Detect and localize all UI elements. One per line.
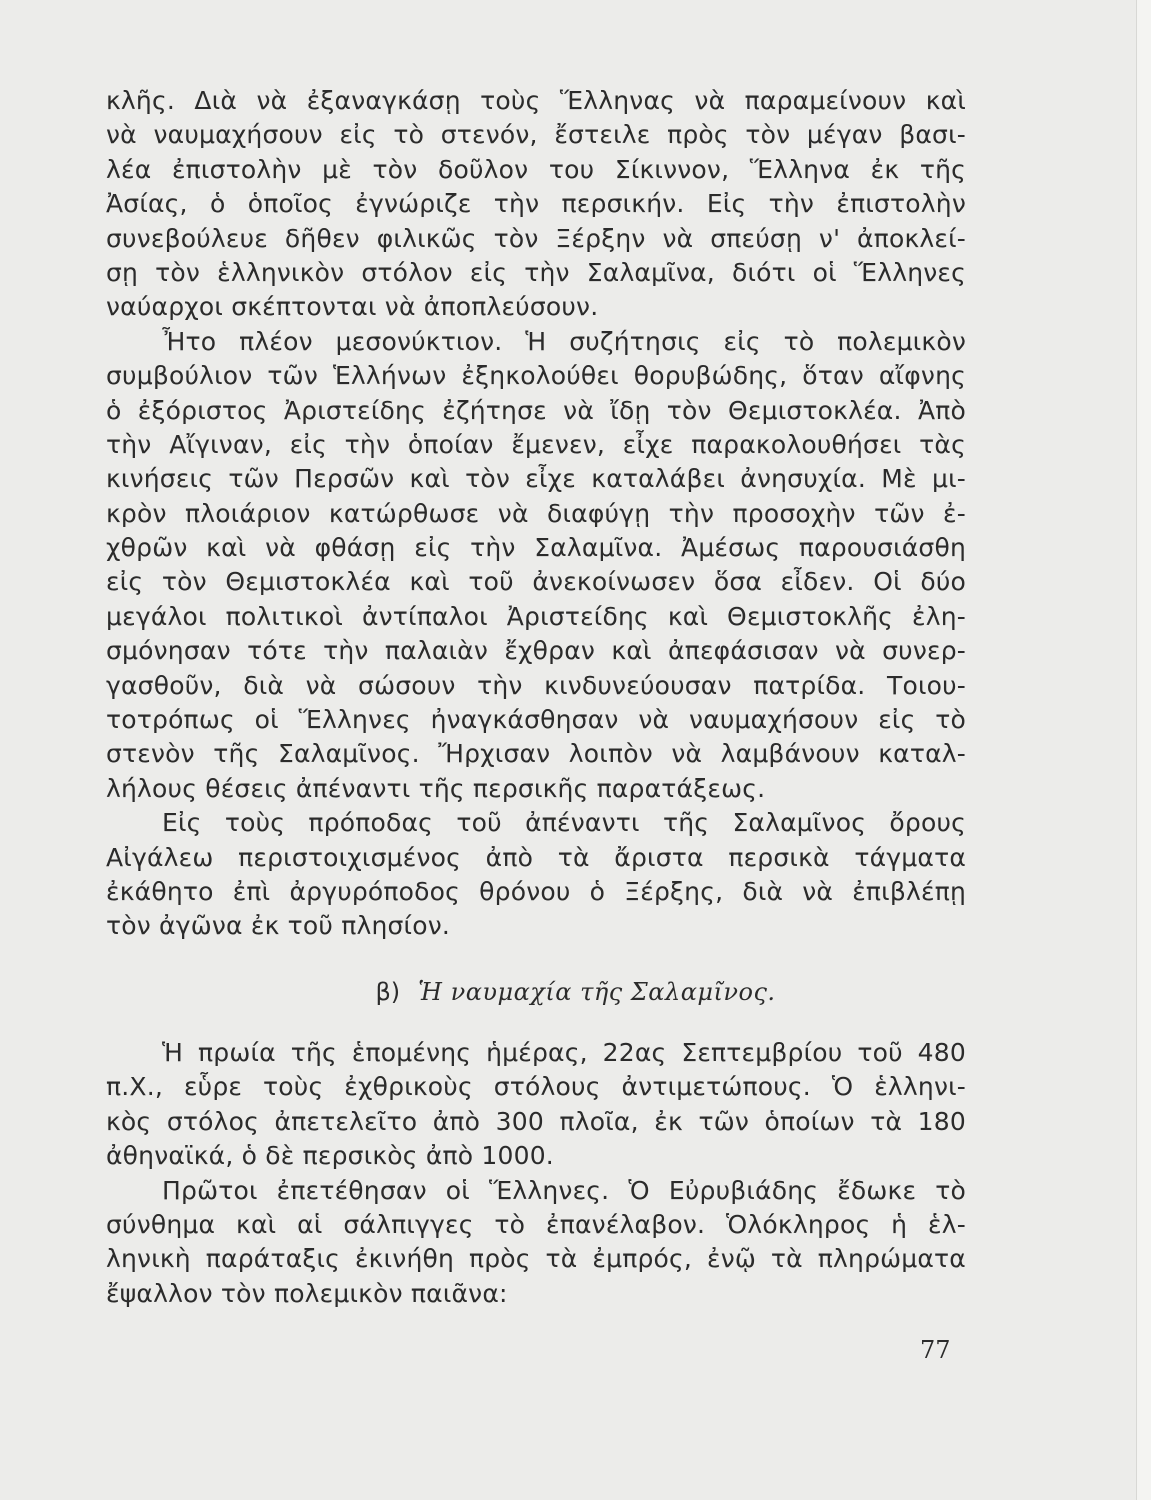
body-text-top [106, 84, 966, 944]
text-line: ληνικὴ παράταξις ἐκινήθη πρὸς τὰ ἐμπρός, ἐνῷ τὰ πληρώματα [106, 1244, 966, 1274]
text-line: μεγάλοι πολιτικοὶ ἀντίπαλοι Ἀριστείδης καὶ Θεμιστοκλῆς ἐλη- [106, 601, 966, 631]
text-line: λέα ἐπιστολὴν μὲ τὸν δοῦλον του Σίκιννον, Ἕλληνα ἐκ τῆς [106, 154, 966, 184]
text-line: σύνθημα καὶ αἱ σάλπιγγες τὸ ἐπανέλαβον. Ὁλόκληρος ἡ ἑλ- [106, 1209, 966, 1239]
text-line: Πρῶτοι ἐπετέθησαν οἱ Ἕλληνες. Ὁ Εὐρυβιάδης ἔδωκε τὸ [162, 1175, 966, 1205]
text-line: εἰς τὸν Θεμιστοκλέα καὶ τοῦ ἀνεκοίνωσεν ὅσα εἶδεν. Οἱ δύο [106, 567, 966, 597]
text-line: κινήσεις τῶν Περσῶν καὶ τὸν εἶχε καταλάβει ἀνησυχία. Μὲ μι- [106, 464, 966, 494]
text-line: γασθοῦν, διὰ νὰ σώσουν τὴν κινδυνεύουσαν πατρίδα. Τοιου- [106, 670, 966, 700]
text-line: νὰ ναυμαχήσουν εἰς τὸ στενόν, ἔστειλε πρὸς τὸν μέγαν βασι- [106, 120, 966, 150]
text-line: σῃ τὸν ἑλληνικὸν στόλον εἰς τὴν Σαλαμῖνα, διότι οἱ Ἕλληνες [106, 257, 966, 287]
text-line: Ἡ πρωία τῆς ἑπομένης ἡμέρας, 22ας Σεπτεμβρίου τοῦ 480 [162, 1038, 966, 1067]
text-line: κλῆς. Διὰ νὰ ἐξαναγκάσῃ τοὺς Ἕλληνας νὰ παραμείνουν καὶ [106, 86, 966, 115]
text-line: συνεβούλευε δῆθεν φιλικῶς τὸν Ξέρξην νὰ σπεύσῃ ν' ἀποκλεί- [106, 223, 966, 253]
text-line: λήλους θέσεις ἀπέναντι τῆς περσικῆς παρατάξεως. [106, 773, 766, 803]
body-text-bottom [106, 1036, 966, 1311]
text-line: χθρῶν καὶ νὰ φθάσῃ εἰς τὴν Σαλαμῖνα. Ἀμέσως παρουσιάσθη [106, 533, 966, 563]
section-letter: β) [375, 978, 401, 1006]
text-line: Ἦτο πλέον μεσονύκτιον. Ἡ συζήτησις εἰς τὸ πολεμικὸν [162, 326, 966, 356]
text-line: ἐκάθητο ἐπὶ ἀργυρόποδος θρόνου ὁ Ξέρξης, διὰ νὰ ἐπιβλέπῃ [106, 876, 966, 906]
text-line: ναύαρχοι σκέπτονται νὰ ἀποπλεύσουν. [106, 292, 599, 322]
text-line: π.Χ., εὗρε τοὺς ἐχθρικοὺς στόλους ἀντιμετώπους. Ὁ ἑλληνι- [106, 1072, 966, 1102]
text-line: τοτρόπως οἱ Ἕλληνες ἠναγκάσθησαν νὰ ναυμαχήσουν εἰς τὸ [106, 705, 966, 735]
text-line: Ἀσίας, ὁ ὁποῖος ἐγνώριζε τὴν περσικήν. Εἰς τὴν ἐπιστολὴν [106, 189, 966, 219]
section-title: Ἡ ναυμαχία τῆς Σαλαμῖνος. [418, 978, 776, 1006]
section-heading [0, 976, 1151, 1008]
page-edge [1136, 0, 1151, 1500]
text-line: ὁ ἐξόριστος Ἀριστείδης ἐζήτησε νὰ ἴδῃ τὸν Θεμιστοκλέα. Ἀπὸ [106, 395, 966, 425]
text-line: κρὸν πλοιάριον κατώρθωσε νὰ διαφύγῃ τὴν προσοχὴν τῶν ἐ- [106, 498, 966, 528]
text-line: τὴν Αἴγιναν, εἰς τὴν ὁποίαν ἔμενεν, εἶχε παρακολουθήσει τὰς [106, 429, 966, 459]
text-line: ἔψαλλον τὸν πολεμικὸν παιᾶνα: [106, 1278, 508, 1308]
text-line: σμόνησαν τότε τὴν παλαιὰν ἔχθραν καὶ ἀπεφάσισαν νὰ συνερ- [106, 636, 966, 666]
text-line: ἀθηναϊκά, ὁ δὲ περσικὸς ἀπὸ 1000. [106, 1141, 554, 1171]
page-number: 77 [920, 1336, 951, 1364]
text-line: συμβούλιον τῶν Ἑλλήνων ἐξηκολούθει θορυβώδης, ὅταν αἴφνης [106, 361, 966, 391]
text-line: Αἰγάλεω περιστοιχισμένος ἀπὸ τὰ ἄριστα περσικὰ τάγματα [106, 842, 966, 872]
text-line: τὸν ἀγῶνα ἐκ τοῦ πλησίον. [106, 911, 451, 941]
text-line: στενὸν τῆς Σαλαμῖνος. Ἤρχισαν λοιπὸν νὰ λαμβάνουν καταλ- [106, 739, 966, 769]
text-line: κὸς στόλος ἀπετελεῖτο ἀπὸ 300 πλοῖα, ἐκ τῶν ὁποίων τὰ 180 [106, 1106, 966, 1136]
text-line: Εἰς τοὺς πρόποδας τοῦ ἀπέναντι τῆς Σαλαμῖνος ὄρους [162, 808, 966, 838]
